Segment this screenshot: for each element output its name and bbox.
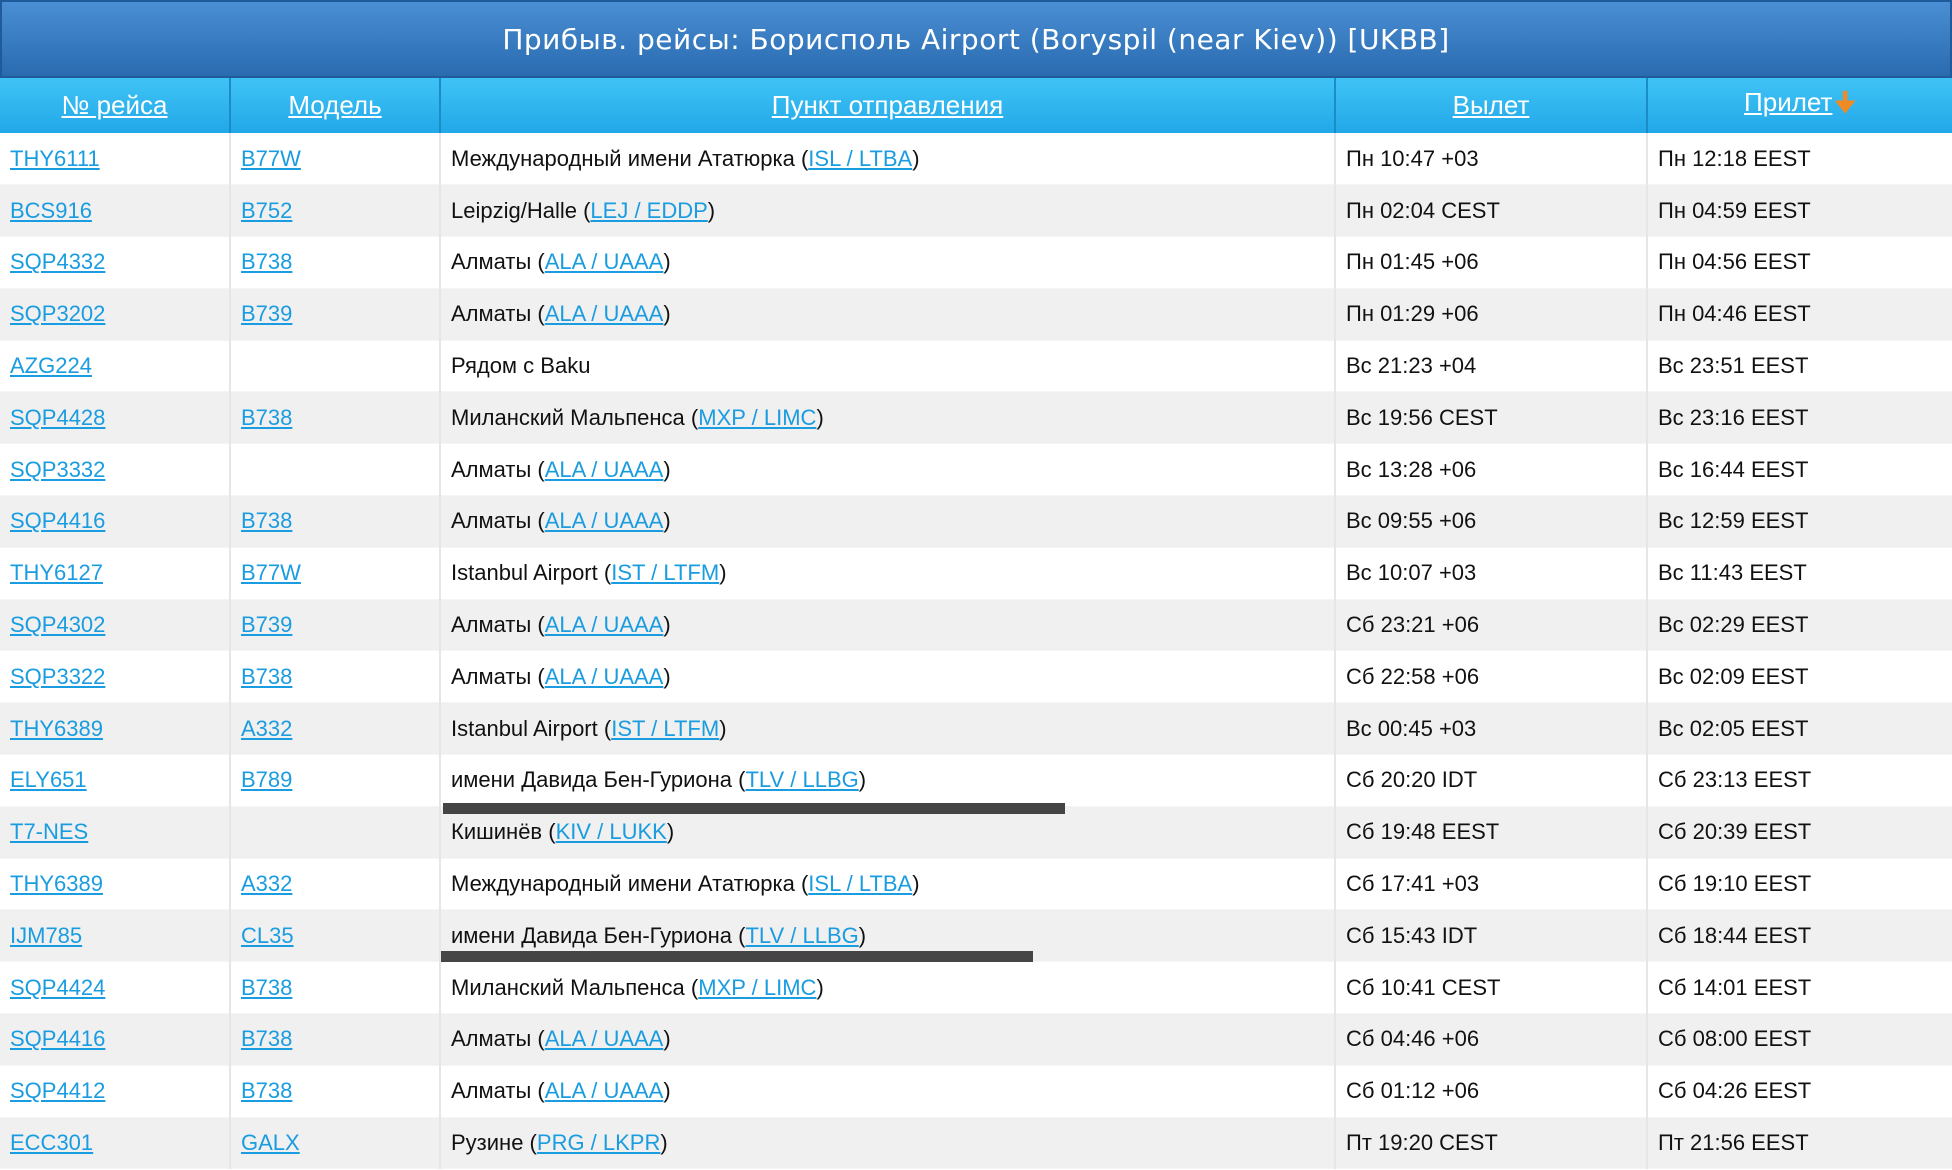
- sort-by-model-link[interactable]: Модель: [288, 90, 382, 120]
- departure-cell: Сб 10:41 CEST: [1335, 962, 1647, 1014]
- airport-code-link[interactable]: KIV / LUKK: [555, 819, 667, 845]
- airport-code-link[interactable]: ISL / LTBA: [808, 871, 913, 897]
- flight-cell: [0, 547, 230, 599]
- departure-cell: Вс 19:56 CEST: [1335, 392, 1647, 444]
- departure-cell: Сб 01:12 +06: [1335, 1065, 1647, 1117]
- departure-cell: Вс 10:07 +03: [1335, 547, 1647, 599]
- arrival-cell: Вс 02:29 EEST: [1647, 599, 1952, 651]
- departure-cell: Вс 00:45 +03: [1335, 703, 1647, 755]
- origin-name: имени Давида Бен-Гуриона: [451, 922, 732, 948]
- origin-cell: Международный имени Ататюрка (ISL / LTBA): [440, 133, 1335, 185]
- model-cell: [230, 133, 440, 185]
- flight-cell: [0, 1117, 230, 1169]
- arrival-cell: Вс 02:05 EEST: [1647, 703, 1952, 755]
- departure-cell: Пн 02:04 CEST: [1335, 185, 1647, 237]
- origin-name: Алматы: [451, 508, 532, 534]
- arrival-cell: Вс 02:09 EEST: [1647, 651, 1952, 703]
- origin-cell: Istanbul Airport (IST / LTFM): [440, 547, 1335, 599]
- sort-by-origin-link[interactable]: Пункт отправления: [771, 90, 1004, 120]
- origin-name: Алматы: [451, 663, 532, 689]
- airport-code-link[interactable]: ALA / UAAA: [544, 508, 664, 534]
- origin-cell: Алматы (ALA / UAAA): [440, 599, 1335, 651]
- arrival-cell: Сб 18:44 EEST: [1647, 910, 1952, 962]
- flight-link[interactable]: THY6389: [10, 715, 103, 741]
- airport-code-link[interactable]: TLV / LLBG: [745, 767, 859, 793]
- origin-name: Миланский Мальпенса: [451, 404, 685, 430]
- origin-cell: Istanbul Airport (IST / LTFM): [440, 703, 1335, 755]
- flight-cell: [0, 237, 230, 289]
- origin-cell: Алматы (ALA / UAAA): [440, 1065, 1335, 1117]
- departure-cell: Пт 19:20 CEST: [1335, 1117, 1647, 1169]
- redaction-bar: [443, 803, 1065, 814]
- origin-cell: имени Давида Бен-Гуриона (TLV / LLBG): [440, 910, 1335, 962]
- flight-link[interactable]: T7-NES: [10, 819, 89, 845]
- airport-code-link[interactable]: ALA / UAAA: [544, 249, 664, 275]
- table-row: [0, 599, 1952, 651]
- flight-cell: [0, 444, 230, 496]
- flight-link[interactable]: THY6127: [10, 560, 103, 586]
- origin-cell: Алматы (ALA / UAAA): [440, 496, 1335, 548]
- origin-cell: Кишинёв (KIV / LUKK): [440, 806, 1335, 858]
- flight-link[interactable]: SQP4302: [10, 612, 106, 638]
- origin-cell: Рузине (PRG / LKPR): [440, 1117, 1335, 1169]
- origin-name: Алматы: [451, 1026, 532, 1052]
- table-row: [0, 806, 1952, 858]
- table-row: [0, 547, 1952, 599]
- model-link[interactable]: B738: [241, 663, 293, 689]
- model-cell: [230, 703, 440, 755]
- model-link[interactable]: A332: [241, 871, 293, 897]
- table-row: [0, 703, 1952, 755]
- model-link[interactable]: GALX: [241, 1130, 300, 1156]
- origin-cell: [440, 340, 1335, 392]
- origin-cell: Миланский Мальпенса (MXP / LIMC): [440, 962, 1335, 1014]
- table-row: [0, 858, 1952, 910]
- model-link[interactable]: B752: [241, 197, 293, 223]
- flight-link[interactable]: SQP4424: [10, 974, 106, 1000]
- arrival-cell: Сб 08:00 EEST: [1647, 1014, 1952, 1066]
- origin-name: Кишинёв: [451, 819, 543, 845]
- departure-cell: Сб 17:41 +03: [1335, 858, 1647, 910]
- origin-cell: Алматы (ALA / UAAA): [440, 237, 1335, 289]
- flight-link[interactable]: SQP3322: [10, 663, 106, 689]
- page-title: [0, 0, 1952, 78]
- airport-code-link[interactable]: ALA / UAAA: [544, 456, 664, 482]
- model-link[interactable]: B77W: [241, 560, 301, 586]
- redaction-bar: [441, 951, 1033, 962]
- table-row: [0, 237, 1952, 289]
- airport-code-link[interactable]: ISL / LTBA: [808, 145, 913, 171]
- table-row: [0, 962, 1952, 1014]
- table-row: [0, 1014, 1952, 1066]
- airport-code-link[interactable]: TLV / LLBG: [745, 922, 859, 948]
- departure-cell: Вс 13:28 +06: [1335, 444, 1647, 496]
- departure-cell: Сб 23:21 +06: [1335, 599, 1647, 651]
- model-cell: [230, 1014, 440, 1066]
- arrival-cell: Сб 14:01 EEST: [1647, 962, 1952, 1014]
- table-row: [0, 755, 1952, 807]
- model-cell: [230, 651, 440, 703]
- table-row: [0, 340, 1952, 392]
- airport-code-link[interactable]: ALA / UAAA: [544, 301, 664, 327]
- model-cell: [230, 755, 440, 807]
- flight-link[interactable]: AZG224: [10, 353, 92, 379]
- flight-link[interactable]: THY6111: [10, 145, 100, 171]
- arrival-cell: Вс 11:43 EEST: [1647, 547, 1952, 599]
- arrivals-table: [0, 78, 1952, 1169]
- origin-cell: Международный имени Ататюрка (ISL / LTBA): [440, 858, 1335, 910]
- arrival-cell: Вс 23:51 EEST: [1647, 340, 1952, 392]
- flight-cell: [0, 133, 230, 185]
- origin-name: Международный имени Ататюрка: [451, 871, 795, 897]
- table-header-row: [0, 78, 1952, 133]
- departure-cell: Сб 20:20 IDT: [1335, 755, 1647, 807]
- flight-cell: [0, 392, 230, 444]
- flight-cell: [0, 1014, 230, 1066]
- origin-cell: Алматы (ALA / UAAA): [440, 444, 1335, 496]
- arrival-cell: Вс 23:16 EEST: [1647, 392, 1952, 444]
- flight-cell: [0, 858, 230, 910]
- model-cell: [230, 496, 440, 548]
- flight-link[interactable]: THY6389: [10, 871, 103, 897]
- flight-link[interactable]: SQP4332: [10, 249, 106, 275]
- model-cell: [230, 392, 440, 444]
- table-row: [0, 185, 1952, 237]
- flight-cell: [0, 806, 230, 858]
- model-link[interactable]: B738: [241, 508, 293, 534]
- origin-name: Istanbul Airport: [451, 560, 598, 586]
- flight-link[interactable]: ELY651: [10, 767, 87, 793]
- model-link[interactable]: B738: [241, 249, 293, 275]
- model-link[interactable]: B739: [241, 612, 293, 638]
- model-cell: [230, 599, 440, 651]
- origin-cell: Leipzig/Halle (LEJ / EDDP): [440, 185, 1335, 237]
- origin-name: Алматы: [451, 249, 532, 275]
- arrival-cell: Пн 04:46 EEST: [1647, 288, 1952, 340]
- table-row: [0, 1117, 1952, 1169]
- model-link[interactable]: CL35: [241, 922, 294, 948]
- airport-code-link[interactable]: ALA / UAAA: [544, 663, 664, 689]
- flight-link[interactable]: ECC301: [10, 1130, 94, 1156]
- flight-cell: [0, 288, 230, 340]
- flight-cell: [0, 755, 230, 807]
- departure-cell: Сб 22:58 +06: [1335, 651, 1647, 703]
- model-link[interactable]: A332: [241, 715, 293, 741]
- flight-link[interactable]: SQP4416: [10, 1026, 106, 1052]
- flight-link[interactable]: SQP3202: [10, 301, 106, 327]
- flight-cell: [0, 703, 230, 755]
- origin-name: Алматы: [451, 301, 532, 327]
- airport-code-link[interactable]: MXP / LIMC: [698, 404, 817, 430]
- flight-cell: [0, 910, 230, 962]
- flight-link[interactable]: BCS916: [10, 197, 92, 223]
- airport-code-link[interactable]: MXP / LIMC: [698, 974, 817, 1000]
- column-header-flight: [0, 78, 230, 133]
- table-row: [0, 133, 1952, 185]
- page-title-text: Прибыв. рейсы: Борисполь Airport (Boryspil (near Kiev)) [UKBB]: [502, 22, 1450, 56]
- table-row: [0, 392, 1952, 444]
- arrival-cell: Сб 20:39 EEST: [1647, 806, 1952, 858]
- column-header-arrival: [1647, 78, 1952, 133]
- table-row: [0, 1065, 1952, 1117]
- departure-cell: Сб 04:46 +06: [1335, 1014, 1647, 1066]
- model-cell: [230, 340, 440, 392]
- table-row: [0, 651, 1952, 703]
- model-cell: [230, 962, 440, 1014]
- departure-cell: Вс 09:55 +06: [1335, 496, 1647, 548]
- model-cell: [230, 237, 440, 289]
- model-link[interactable]: B789: [241, 767, 293, 793]
- model-cell: [230, 858, 440, 910]
- origin-name: Istanbul Airport: [451, 715, 598, 741]
- model-cell: [230, 288, 440, 340]
- origin-cell: Алматы (ALA / UAAA): [440, 651, 1335, 703]
- origin-name: имени Давида Бен-Гуриона: [451, 767, 732, 793]
- airport-code-link[interactable]: IST / LTFM: [611, 715, 720, 741]
- flight-cell: [0, 962, 230, 1014]
- departure-cell: Вс 21:23 +04: [1335, 340, 1647, 392]
- flight-cell: [0, 340, 230, 392]
- arrival-cell: Сб 19:10 EEST: [1647, 858, 1952, 910]
- table-row: [0, 288, 1952, 340]
- sort-by-departure-link[interactable]: Вылет: [1452, 90, 1530, 120]
- arrival-cell: Пн 04:56 EEST: [1647, 237, 1952, 289]
- column-header-departure: [1335, 78, 1647, 133]
- column-header-model: [230, 78, 440, 133]
- table-row: [0, 496, 1952, 548]
- flight-cell: [0, 1065, 230, 1117]
- origin-cell: Миланский Мальпенса (MXP / LIMC): [440, 392, 1335, 444]
- flight-link[interactable]: IJM785: [10, 922, 83, 948]
- model-link[interactable]: B738: [241, 1026, 293, 1052]
- flight-cell: [0, 599, 230, 651]
- origin-name: Рядом с Baku: [451, 353, 591, 379]
- flight-cell: [0, 496, 230, 548]
- origin-cell: Алматы (ALA / UAAA): [440, 288, 1335, 340]
- arrival-cell: Пн 12:18 EEST: [1647, 133, 1952, 185]
- flight-link[interactable]: SQP3332: [10, 456, 106, 482]
- departure-cell: Сб 19:48 EEST: [1335, 806, 1647, 858]
- model-cell: [230, 1065, 440, 1117]
- arrival-cell: Пн 04:59 EEST: [1647, 185, 1952, 237]
- flight-cell: [0, 651, 230, 703]
- arrival-cell: Сб 04:26 EEST: [1647, 1065, 1952, 1117]
- origin-name: Leipzig/Halle: [451, 197, 577, 223]
- flight-link[interactable]: SQP4412: [10, 1078, 106, 1104]
- arrival-cell: Вс 12:59 EEST: [1647, 496, 1952, 548]
- departure-cell: Пн 01:45 +06: [1335, 237, 1647, 289]
- airport-code-link[interactable]: PRG / LKPR: [536, 1130, 661, 1156]
- model-link[interactable]: B77W: [241, 145, 301, 171]
- model-cell: [230, 547, 440, 599]
- flight-link[interactable]: SQP4416: [10, 508, 106, 534]
- arrival-cell: Сб 23:13 EEST: [1647, 755, 1952, 807]
- airport-code-link[interactable]: ALA / UAAA: [544, 612, 664, 638]
- departure-cell: Пн 10:47 +03: [1335, 133, 1647, 185]
- departure-cell: Сб 15:43 IDT: [1335, 910, 1647, 962]
- origin-cell: Алматы (ALA / UAAA): [440, 1014, 1335, 1066]
- table-row: [0, 444, 1952, 496]
- model-cell: [230, 444, 440, 496]
- model-link[interactable]: B738: [241, 404, 293, 430]
- origin-name: Алматы: [451, 612, 532, 638]
- airport-code-link[interactable]: LEJ / EDDP: [590, 197, 708, 223]
- arrival-cell: Пт 21:56 EEST: [1647, 1117, 1952, 1169]
- model-link[interactable]: B738: [241, 974, 293, 1000]
- arrow-down-icon: 🠋: [1834, 86, 1856, 117]
- origin-name: Рузине: [451, 1130, 524, 1156]
- model-cell: [230, 910, 440, 962]
- sort-by-flight-link[interactable]: № рейса: [61, 90, 168, 120]
- model-cell: [230, 1117, 440, 1169]
- sort-by-arrival-link[interactable]: Прилет: [1744, 86, 1833, 117]
- airport-code-link[interactable]: ALA / UAAA: [544, 1026, 664, 1052]
- flight-link[interactable]: SQP4428: [10, 404, 106, 430]
- model-link[interactable]: B738: [241, 1078, 293, 1104]
- column-header-origin: [440, 78, 1335, 133]
- airport-code-link[interactable]: IST / LTFM: [611, 560, 720, 586]
- origin-name: Международный имени Ататюрка: [451, 145, 795, 171]
- model-link[interactable]: B739: [241, 301, 293, 327]
- model-cell: [230, 806, 440, 858]
- flight-cell: [0, 185, 230, 237]
- model-cell: [230, 185, 440, 237]
- arrival-cell: Вс 16:44 EEST: [1647, 444, 1952, 496]
- origin-cell: имени Давида Бен-Гуриона (TLV / LLBG): [440, 755, 1335, 807]
- origin-name: Миланский Мальпенса: [451, 974, 685, 1000]
- airport-code-link[interactable]: ALA / UAAA: [544, 1078, 664, 1104]
- origin-name: Алматы: [451, 1078, 532, 1104]
- origin-name: Алматы: [451, 456, 532, 482]
- departure-cell: Пн 01:29 +06: [1335, 288, 1647, 340]
